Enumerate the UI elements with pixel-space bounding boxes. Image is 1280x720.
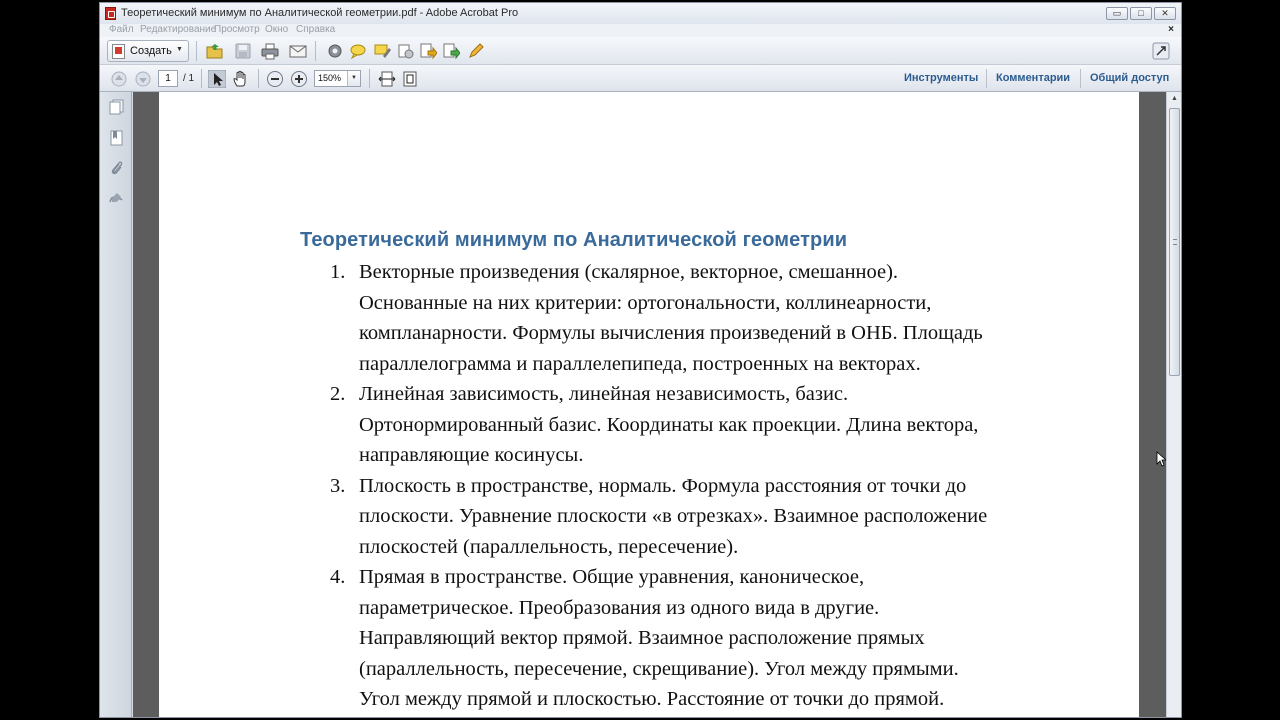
document-viewport[interactable] [133, 92, 1166, 718]
list-item-line: Прямая в пространстве. Общие уравнения, каноническое, [359, 566, 865, 588]
list-item [300, 257, 1080, 379]
list-item-line: плоскости. Уравнение плоскости «в отрезках». Взаимное расположение [359, 505, 988, 527]
list-item-line: Плоскость в пространстве, нормаль. Формула расстояния от точки до [359, 474, 967, 497]
link-divider [1080, 69, 1081, 88]
fit-width-icon[interactable] [378, 70, 396, 88]
list-item-line: направляющие косинусы. [359, 444, 584, 466]
scroll-up-icon[interactable]: ▲ [1171, 95, 1178, 102]
page-thumbnails-icon[interactable] [109, 99, 124, 115]
expand-icon[interactable] [1152, 42, 1170, 60]
stamp-icon[interactable] [396, 42, 414, 60]
save-icon[interactable] [234, 42, 252, 60]
pdf-app-icon [105, 7, 116, 20]
list-item-number: 1. [330, 261, 346, 283]
link-divider [986, 69, 987, 88]
list-item-line: параллелограмма и параллелепипеда, построенных на векторах. [359, 352, 921, 375]
pencil-icon[interactable] [467, 42, 485, 60]
menu-view[interactable]: Просмотр [214, 24, 260, 35]
toolbar-divider [258, 69, 259, 88]
title-bar [100, 3, 1181, 24]
zoom-value: 150% [318, 73, 342, 83]
close-button[interactable]: ✕ [1154, 7, 1176, 20]
chevron-down-icon[interactable]: ▼ [347, 71, 360, 86]
toolbar-divider [201, 69, 202, 88]
select-tool-icon[interactable] [208, 70, 226, 88]
topic-list [300, 257, 1080, 715]
bookmarks-icon[interactable] [109, 130, 124, 146]
window-title: Теоретический минимум по Аналитической геометрии.pdf - Adobe Acrobat Pro [121, 7, 519, 19]
vertical-scrollbar[interactable] [1166, 92, 1182, 718]
list-item-line: параметрическое. Преобразования из одного вида в другие. [359, 596, 880, 619]
zoom-in-icon[interactable] [290, 70, 308, 88]
list-item-line: компланарности. Формулы вычисления произведений в ОНБ. Площадь [359, 322, 983, 344]
menu-window[interactable]: Окно [265, 24, 289, 35]
pdf-page [159, 92, 1139, 718]
toolbar-divider [369, 69, 370, 88]
list-item-line: Угол между прямой и плоскостью. Расстояние от точки до прямой. [359, 688, 945, 710]
highlight-icon[interactable] [373, 42, 391, 60]
main-toolbar [100, 37, 1181, 65]
list-item [300, 379, 1080, 471]
toolbar-divider [196, 41, 197, 61]
navigation-pane [100, 92, 132, 718]
open-folder-icon[interactable] [206, 42, 224, 60]
create-button[interactable] [107, 40, 189, 62]
create-pdf-icon [112, 44, 125, 59]
scroll-thumb[interactable] [1169, 108, 1180, 376]
previous-page-icon[interactable] [110, 70, 128, 88]
gear-icon[interactable] [326, 42, 344, 60]
list-item-line: Основанные на них критерии: ортогональности, коллинеарности, [359, 291, 932, 314]
list-item [300, 471, 1080, 563]
scroll-grip [1173, 239, 1177, 245]
menu-file[interactable]: Файл [109, 24, 134, 35]
hand-tool-icon[interactable] [232, 70, 250, 88]
comment-icon[interactable] [349, 42, 367, 60]
share-link[interactable]: Общий доступ [1090, 72, 1170, 84]
list-item-line: Ортонормированный базис. Координаты как проекции. Длина вектора, [359, 413, 979, 436]
list-item-line: Векторные произведения (скалярное, векторное, смешанное). [359, 261, 899, 283]
zoom-out-icon[interactable] [266, 70, 284, 88]
menu-bar [100, 24, 1181, 37]
fit-page-icon[interactable] [401, 70, 419, 88]
list-item-line: Линейная зависимость, линейная независимость, базис. [359, 383, 849, 405]
list-item-number: 3. [330, 474, 346, 497]
sign-icon[interactable] [442, 42, 460, 60]
toolbar-divider [315, 41, 316, 61]
list-item-number: 4. [330, 566, 346, 588]
page-total: / 1 [183, 73, 195, 84]
email-icon[interactable] [289, 42, 307, 60]
zoom-select[interactable] [314, 70, 361, 87]
document-close-icon[interactable]: × [1168, 24, 1174, 35]
list-item-line: плоскостей (параллельность, пересечение). [359, 535, 739, 558]
list-item-line: (параллельность, пересечение, скрещивание). Угол между прямыми. [359, 657, 959, 680]
menu-help[interactable]: Справка [296, 24, 336, 35]
maximize-button[interactable]: □ [1130, 7, 1152, 20]
list-item-number: 2. [330, 383, 346, 405]
list-item [300, 562, 1080, 715]
create-label: Создать [130, 45, 172, 57]
minimize-button[interactable]: ▭ [1106, 7, 1128, 20]
navigation-toolbar [100, 65, 1181, 92]
mouse-cursor-icon [1156, 451, 1166, 467]
export-icon[interactable] [419, 42, 437, 60]
acrobat-window [99, 2, 1182, 718]
tools-link[interactable]: Инструменты [904, 72, 979, 84]
document-title: Теоретический минимум по Аналитической геометрии [300, 229, 848, 251]
comments-link[interactable]: Комментарии [996, 72, 1071, 84]
signatures-icon[interactable] [109, 190, 124, 206]
print-icon[interactable] [261, 42, 279, 60]
next-page-icon[interactable] [134, 70, 152, 88]
attachments-icon[interactable] [109, 160, 124, 176]
page-number-input[interactable]: 1 [158, 70, 178, 87]
menu-edit[interactable]: Редактирование [140, 24, 217, 35]
list-item-line: Направляющий вектор прямой. Взаимное расположение прямых [359, 627, 925, 649]
chevron-down-icon: ▼ [176, 46, 183, 53]
